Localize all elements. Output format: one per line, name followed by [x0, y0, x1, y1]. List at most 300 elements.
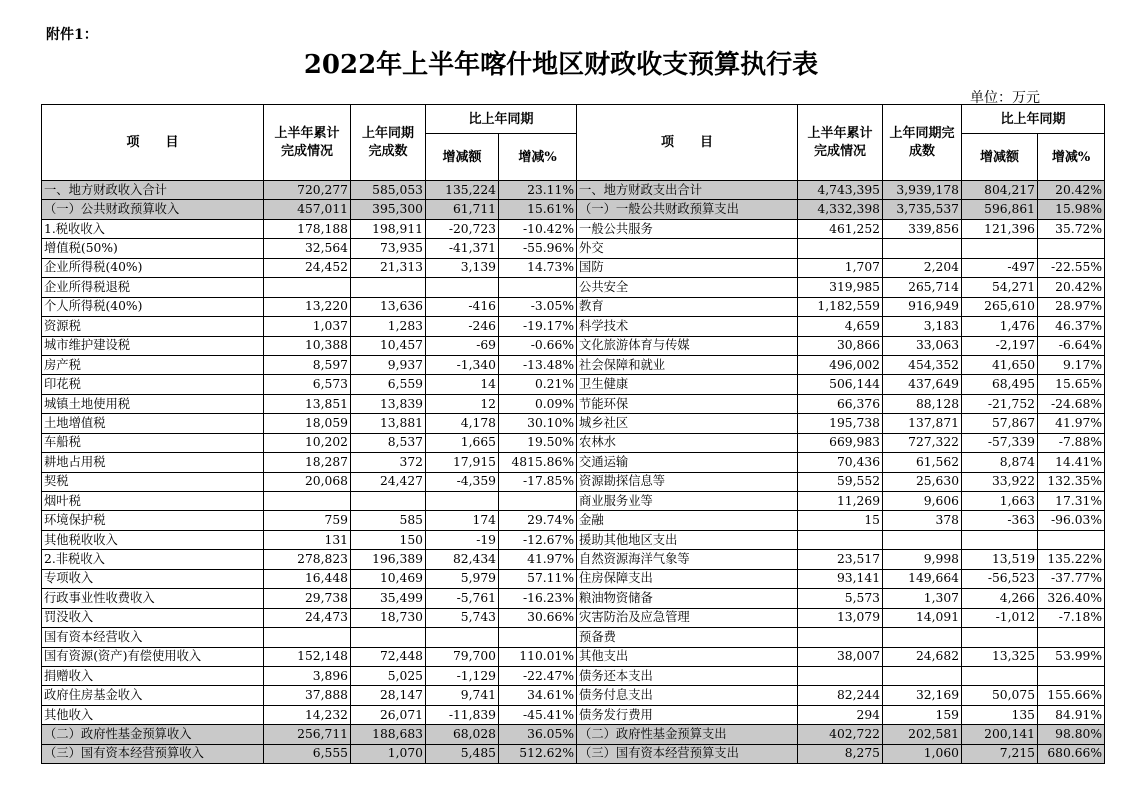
income-ytd-cell: 720,277	[264, 181, 351, 200]
table-row	[42, 258, 1105, 277]
income-ytd-cell: 13,851	[264, 394, 351, 413]
expense-inc-amount-cell: 4,266	[962, 589, 1038, 608]
income-prev-cell: 585,053	[351, 181, 426, 200]
income-inc-amount-cell: -5,761	[426, 589, 499, 608]
header-compare-right: 比上年同期	[962, 105, 1105, 134]
expense-item-cell: 卫生健康	[577, 375, 798, 394]
table-row	[42, 239, 1105, 258]
income-inc-amount-cell: 9,741	[426, 686, 499, 705]
income-ytd-cell: 178,188	[264, 219, 351, 238]
expense-prev-cell: 33,063	[883, 336, 962, 355]
income-prev-cell: 196,389	[351, 550, 426, 569]
table-row	[42, 181, 1105, 200]
income-ytd-cell: 8,597	[264, 355, 351, 374]
income-inc-amount-cell: -416	[426, 297, 499, 316]
table-row	[42, 375, 1105, 394]
income-item-cell: （一）公共财政预算收入	[42, 200, 264, 219]
income-inc-amount-cell: 82,434	[426, 550, 499, 569]
expense-inc-pct-cell: 20.42%	[1038, 278, 1105, 297]
expense-prev-cell: 149,664	[883, 569, 962, 588]
expense-ytd-cell: 294	[798, 705, 883, 724]
expense-ytd-cell: 70,436	[798, 453, 883, 472]
income-item-cell: 耕地占用税	[42, 453, 264, 472]
expense-inc-pct-cell: 135.22%	[1038, 550, 1105, 569]
table-row	[42, 647, 1105, 666]
expense-item-cell: 国防	[577, 258, 798, 277]
expense-prev-cell: 437,649	[883, 375, 962, 394]
expense-item-cell: 粮油物资储备	[577, 589, 798, 608]
expense-ytd-cell	[798, 530, 883, 549]
expense-item-cell: 文化旅游体育与传媒	[577, 336, 798, 355]
income-ytd-cell: 29,738	[264, 589, 351, 608]
expense-inc-amount-cell: -2,197	[962, 336, 1038, 355]
table-row	[42, 492, 1105, 511]
income-inc-pct-cell: -13.48%	[499, 355, 577, 374]
expense-prev-cell: 378	[883, 511, 962, 530]
expense-ytd-cell: 461,252	[798, 219, 883, 238]
expense-prev-cell	[883, 628, 962, 647]
income-item-cell: 环境保护税	[42, 511, 264, 530]
expense-inc-amount-cell: -57,339	[962, 433, 1038, 452]
table-row	[42, 744, 1105, 763]
table-row	[42, 278, 1105, 297]
table-row	[42, 686, 1105, 705]
expense-ytd-cell: 38,007	[798, 647, 883, 666]
income-prev-cell: 18,730	[351, 608, 426, 627]
income-ytd-cell: 37,888	[264, 686, 351, 705]
expense-inc-amount-cell: 57,867	[962, 414, 1038, 433]
expense-prev-cell: 14,091	[883, 608, 962, 627]
header-item: 项 目	[42, 105, 264, 181]
expense-item-cell: （一）一般公共财政预算支出	[577, 200, 798, 219]
expense-ytd-cell	[798, 239, 883, 258]
expense-inc-amount-cell: 200,141	[962, 725, 1038, 744]
header-prev	[351, 105, 426, 181]
expense-prev-cell: 9,998	[883, 550, 962, 569]
expense-inc-amount-cell: -497	[962, 258, 1038, 277]
expense-item-cell: 援助其他地区支出	[577, 530, 798, 549]
income-ytd-cell: 18,059	[264, 414, 351, 433]
expense-inc-amount-cell	[962, 628, 1038, 647]
income-inc-pct-cell: 15.61%	[499, 200, 577, 219]
income-prev-cell: 13,636	[351, 297, 426, 316]
income-ytd-cell: 14,232	[264, 705, 351, 724]
expense-prev-cell: 61,562	[883, 453, 962, 472]
income-item-cell: 政府住房基金收入	[42, 686, 264, 705]
income-inc-pct-cell: 14.73%	[499, 258, 577, 277]
expense-item-cell: 自然资源海洋气象等	[577, 550, 798, 569]
expense-item-cell: 科学技术	[577, 317, 798, 336]
expense-prev-cell: 159	[883, 705, 962, 724]
expense-inc-amount-cell: 804,217	[962, 181, 1038, 200]
income-inc-amount-cell: -1,129	[426, 666, 499, 685]
income-ytd-cell: 131	[264, 530, 351, 549]
expense-inc-amount-cell: 33,922	[962, 472, 1038, 491]
budget-execution-table	[41, 104, 1105, 764]
expense-inc-pct-cell: 46.37%	[1038, 317, 1105, 336]
table-row	[42, 705, 1105, 724]
income-inc-pct-cell: 29.74%	[499, 511, 577, 530]
income-inc-amount-cell: 135,224	[426, 181, 499, 200]
income-inc-pct-cell: 0.09%	[499, 394, 577, 413]
expense-prev-cell: 2,204	[883, 258, 962, 277]
expense-ytd-cell: 195,738	[798, 414, 883, 433]
expense-item-cell: 预备费	[577, 628, 798, 647]
income-inc-amount-cell: -41,371	[426, 239, 499, 258]
income-prev-cell: 372	[351, 453, 426, 472]
income-inc-amount-cell: -11,839	[426, 705, 499, 724]
income-item-cell: 企业所得税退税	[42, 278, 264, 297]
header-ytd-line1: 上半年累计	[274, 125, 340, 141]
expense-prev-cell: 1,307	[883, 589, 962, 608]
income-inc-pct-cell: 19.50%	[499, 433, 577, 452]
expense-item-cell: 社会保障和就业	[577, 355, 798, 374]
income-item-cell: 罚没收入	[42, 608, 264, 627]
expense-inc-amount-cell: 8,874	[962, 453, 1038, 472]
expense-inc-amount-cell: 135	[962, 705, 1038, 724]
income-inc-amount-cell: 17,915	[426, 453, 499, 472]
expense-prev-cell: 202,581	[883, 725, 962, 744]
expense-ytd-cell: 1,182,559	[798, 297, 883, 316]
income-inc-amount-cell: -246	[426, 317, 499, 336]
expense-item-cell: 教育	[577, 297, 798, 316]
income-ytd-cell: 278,823	[264, 550, 351, 569]
income-inc-amount-cell: 4,178	[426, 414, 499, 433]
income-prev-cell: 150	[351, 530, 426, 549]
expense-inc-amount-cell: 1,476	[962, 317, 1038, 336]
expense-inc-pct-cell: 98.80%	[1038, 725, 1105, 744]
table-row	[42, 589, 1105, 608]
income-item-cell: 房产税	[42, 355, 264, 374]
income-inc-pct-cell: 57.11%	[499, 569, 577, 588]
income-item-cell: 契税	[42, 472, 264, 491]
expense-prev-cell: 9,606	[883, 492, 962, 511]
income-inc-pct-cell: -55.96%	[499, 239, 577, 258]
income-prev-cell: 1,070	[351, 744, 426, 763]
income-item-cell: 2.非税收入	[42, 550, 264, 569]
expense-inc-pct-cell: 28.97%	[1038, 297, 1105, 316]
expense-item-cell: 农林水	[577, 433, 798, 452]
expense-inc-pct-cell: -96.03%	[1038, 511, 1105, 530]
income-inc-amount-cell	[426, 278, 499, 297]
expense-inc-pct-cell	[1038, 239, 1105, 258]
income-prev-cell: 395,300	[351, 200, 426, 219]
income-prev-cell: 1,283	[351, 317, 426, 336]
income-inc-amount-cell: -1,340	[426, 355, 499, 374]
expense-ytd-cell: 669,983	[798, 433, 883, 452]
income-prev-cell: 8,537	[351, 433, 426, 452]
income-prev-cell: 73,935	[351, 239, 426, 258]
income-inc-pct-cell: -19.17%	[499, 317, 577, 336]
expense-ytd-cell: 8,275	[798, 744, 883, 763]
income-prev-cell	[351, 492, 426, 511]
table-row	[42, 472, 1105, 491]
income-inc-pct-cell: -17.85%	[499, 472, 577, 491]
income-inc-amount-cell: 12	[426, 394, 499, 413]
expense-inc-amount-cell: 13,519	[962, 550, 1038, 569]
income-inc-pct-cell: 41.97%	[499, 550, 577, 569]
expense-inc-pct-cell: 84.91%	[1038, 705, 1105, 724]
expense-inc-pct-cell: 15.65%	[1038, 375, 1105, 394]
expense-inc-pct-cell: 680.66%	[1038, 744, 1105, 763]
income-ytd-cell: 1,037	[264, 317, 351, 336]
income-ytd-cell: 24,473	[264, 608, 351, 627]
header-ytd-line2: 完成情况	[280, 143, 333, 159]
expense-ytd-cell: 5,573	[798, 589, 883, 608]
expense-inc-pct-cell: -22.55%	[1038, 258, 1105, 277]
income-inc-pct-cell: 4815.86%	[499, 453, 577, 472]
income-ytd-cell: 759	[264, 511, 351, 530]
header-inc-amount-right: 增减额	[962, 134, 1038, 181]
expense-inc-amount-cell: -1,012	[962, 608, 1038, 627]
expense-prev-cell: 88,128	[883, 394, 962, 413]
income-item-cell: 车船税	[42, 433, 264, 452]
income-inc-amount-cell: 5,979	[426, 569, 499, 588]
expense-inc-amount-cell: 41,650	[962, 355, 1038, 374]
expense-item-cell: 债务还本支出	[577, 666, 798, 685]
expense-prev-cell: 454,352	[883, 355, 962, 374]
table-row	[42, 569, 1105, 588]
income-ytd-cell	[264, 278, 351, 297]
header-ytd	[264, 105, 351, 181]
expense-inc-pct-cell: -37.77%	[1038, 569, 1105, 588]
table-row	[42, 628, 1105, 647]
unit-label: 单位：万元	[970, 90, 1040, 106]
income-item-cell: 增值税(50%)	[42, 239, 264, 258]
header-ytd-right	[798, 105, 883, 181]
expense-inc-amount-cell: 13,325	[962, 647, 1038, 666]
expense-inc-amount-cell: 121,396	[962, 219, 1038, 238]
table-row	[42, 433, 1105, 452]
income-prev-cell: 10,457	[351, 336, 426, 355]
table-row	[42, 725, 1105, 744]
expense-item-cell: 资源勘探信息等	[577, 472, 798, 491]
income-item-cell: （三）国有资本经营预算收入	[42, 744, 264, 763]
expense-prev-cell: 339,856	[883, 219, 962, 238]
income-ytd-cell: 20,068	[264, 472, 351, 491]
income-ytd-cell	[264, 628, 351, 647]
table-body	[42, 181, 1105, 764]
expense-inc-pct-cell: 9.17%	[1038, 355, 1105, 374]
table-row	[42, 608, 1105, 627]
expense-ytd-cell: 82,244	[798, 686, 883, 705]
expense-item-cell: 商业服务业等	[577, 492, 798, 511]
table-row	[42, 414, 1105, 433]
income-prev-cell: 9,937	[351, 355, 426, 374]
income-inc-amount-cell: -69	[426, 336, 499, 355]
income-ytd-cell: 3,896	[264, 666, 351, 685]
income-inc-amount-cell: 5,743	[426, 608, 499, 627]
expense-item-cell: 债务发行费用	[577, 705, 798, 724]
income-prev-cell: 35,499	[351, 589, 426, 608]
income-inc-amount-cell: 5,485	[426, 744, 499, 763]
expense-inc-amount-cell: 54,271	[962, 278, 1038, 297]
expense-inc-amount-cell	[962, 666, 1038, 685]
header-compare: 比上年同期	[426, 105, 577, 134]
expense-inc-amount-cell: -21,752	[962, 394, 1038, 413]
income-item-cell: 一、地方财政收入合计	[42, 181, 264, 200]
income-item-cell: 城市维护建设税	[42, 336, 264, 355]
income-inc-pct-cell	[499, 492, 577, 511]
expense-inc-pct-cell: 155.66%	[1038, 686, 1105, 705]
income-inc-pct-cell: 0.21%	[499, 375, 577, 394]
expense-item-cell: 交通运输	[577, 453, 798, 472]
income-item-cell: 1.税收收入	[42, 219, 264, 238]
income-ytd-cell: 6,573	[264, 375, 351, 394]
income-ytd-cell: 152,148	[264, 647, 351, 666]
expense-ytd-cell: 66,376	[798, 394, 883, 413]
income-ytd-cell	[264, 492, 351, 511]
expense-item-cell: （二）政府性基金预算支出	[577, 725, 798, 744]
expense-ytd-cell: 15	[798, 511, 883, 530]
header-ytd-right-line1: 上半年累计	[807, 125, 873, 141]
income-item-cell: 行政事业性收费收入	[42, 589, 264, 608]
income-prev-cell: 24,427	[351, 472, 426, 491]
table-row	[42, 200, 1105, 219]
expense-ytd-cell: 59,552	[798, 472, 883, 491]
income-item-cell: 专项收入	[42, 569, 264, 588]
table-row	[42, 219, 1105, 238]
expense-inc-amount-cell: 1,663	[962, 492, 1038, 511]
income-prev-cell: 6,559	[351, 375, 426, 394]
income-item-cell: 国有资本经营收入	[42, 628, 264, 647]
expense-inc-pct-cell	[1038, 628, 1105, 647]
expense-inc-amount-cell: -56,523	[962, 569, 1038, 588]
income-inc-amount-cell: -20,723	[426, 219, 499, 238]
income-prev-cell: 10,469	[351, 569, 426, 588]
income-inc-amount-cell: -4,359	[426, 472, 499, 491]
expense-prev-cell: 3,183	[883, 317, 962, 336]
income-item-cell: 其他税收收入	[42, 530, 264, 549]
income-item-cell: 资源税	[42, 317, 264, 336]
expense-item-cell: 金融	[577, 511, 798, 530]
income-inc-pct-cell: -10.42%	[499, 219, 577, 238]
expense-ytd-cell: 4,659	[798, 317, 883, 336]
header-prev-line2: 完成数	[368, 143, 408, 159]
expense-inc-pct-cell: 41.97%	[1038, 414, 1105, 433]
income-item-cell: 印花税	[42, 375, 264, 394]
expense-prev-cell: 3,735,537	[883, 200, 962, 219]
income-inc-amount-cell: -19	[426, 530, 499, 549]
expense-inc-pct-cell: -7.88%	[1038, 433, 1105, 452]
income-item-cell: 城镇土地使用税	[42, 394, 264, 413]
income-prev-cell: 198,911	[351, 219, 426, 238]
income-ytd-cell: 13,220	[264, 297, 351, 316]
expense-inc-amount-cell: 265,610	[962, 297, 1038, 316]
header-ytd-right-line2: 完成情况	[814, 143, 867, 159]
income-inc-amount-cell: 68,028	[426, 725, 499, 744]
header-prev-line1: 上年同期	[361, 125, 414, 141]
expense-prev-cell: 265,714	[883, 278, 962, 297]
expense-item-cell: 城乡社区	[577, 414, 798, 433]
income-prev-cell: 188,683	[351, 725, 426, 744]
income-ytd-cell: 457,011	[264, 200, 351, 219]
expense-ytd-cell: 13,079	[798, 608, 883, 627]
expense-ytd-cell: 30,866	[798, 336, 883, 355]
income-inc-pct-cell: -3.05%	[499, 297, 577, 316]
income-item-cell: 个人所得税(40%)	[42, 297, 264, 316]
expense-ytd-cell: 4,743,395	[798, 181, 883, 200]
expense-item-cell: 一般公共服务	[577, 219, 798, 238]
expense-inc-pct-cell: 15.98%	[1038, 200, 1105, 219]
income-prev-cell: 13,839	[351, 394, 426, 413]
expense-prev-cell: 1,060	[883, 744, 962, 763]
income-inc-amount-cell	[426, 492, 499, 511]
expense-ytd-cell: 319,985	[798, 278, 883, 297]
income-inc-pct-cell: 512.62%	[499, 744, 577, 763]
table-row	[42, 355, 1105, 374]
income-prev-cell: 585	[351, 511, 426, 530]
expense-prev-cell: 727,322	[883, 433, 962, 452]
expense-prev-cell: 137,871	[883, 414, 962, 433]
header-prev-right-line2: 成数	[909, 143, 936, 159]
expense-item-cell: 节能环保	[577, 394, 798, 413]
expense-inc-pct-cell: -24.68%	[1038, 394, 1105, 413]
income-inc-pct-cell: -22.47%	[499, 666, 577, 685]
table-row	[42, 336, 1105, 355]
expense-inc-pct-cell: 14.41%	[1038, 453, 1105, 472]
expense-inc-pct-cell: 17.31%	[1038, 492, 1105, 511]
income-inc-amount-cell	[426, 628, 499, 647]
expense-item-cell: 外交	[577, 239, 798, 258]
expense-inc-amount-cell: 7,215	[962, 744, 1038, 763]
expense-prev-cell: 916,949	[883, 297, 962, 316]
table-row	[42, 530, 1105, 549]
income-item-cell: 其他收入	[42, 705, 264, 724]
expense-inc-amount-cell: -363	[962, 511, 1038, 530]
expense-inc-pct-cell: 20.42%	[1038, 181, 1105, 200]
expense-prev-cell	[883, 239, 962, 258]
table-row	[42, 317, 1105, 336]
expense-ytd-cell: 11,269	[798, 492, 883, 511]
income-inc-pct-cell: 23.11%	[499, 181, 577, 200]
table-row	[42, 550, 1105, 569]
expense-prev-cell: 32,169	[883, 686, 962, 705]
expense-inc-pct-cell: 53.99%	[1038, 647, 1105, 666]
header-inc-pct-right: 增减%	[1038, 134, 1105, 181]
income-inc-amount-cell: 79,700	[426, 647, 499, 666]
income-inc-pct-cell: 110.01%	[499, 647, 577, 666]
table-row	[42, 511, 1105, 530]
income-inc-pct-cell: 30.66%	[499, 608, 577, 627]
income-inc-pct-cell: 36.05%	[499, 725, 577, 744]
income-ytd-cell: 24,452	[264, 258, 351, 277]
expense-prev-cell: 24,682	[883, 647, 962, 666]
table-row	[42, 453, 1105, 472]
income-item-cell: 企业所得税(40%)	[42, 258, 264, 277]
income-ytd-cell: 256,711	[264, 725, 351, 744]
expense-inc-amount-cell: 596,861	[962, 200, 1038, 219]
expense-item-cell: 债务付息支出	[577, 686, 798, 705]
income-prev-cell: 5,025	[351, 666, 426, 685]
income-ytd-cell: 16,448	[264, 569, 351, 588]
income-prev-cell	[351, 278, 426, 297]
expense-prev-cell: 25,630	[883, 472, 962, 491]
income-ytd-cell: 32,564	[264, 239, 351, 258]
income-prev-cell: 13,881	[351, 414, 426, 433]
income-inc-amount-cell: 174	[426, 511, 499, 530]
expense-prev-cell	[883, 530, 962, 549]
table-row	[42, 394, 1105, 413]
header-item-right: 项 目	[577, 105, 798, 181]
header-inc-amount: 增减额	[426, 134, 499, 181]
expense-ytd-cell: 23,517	[798, 550, 883, 569]
income-inc-pct-cell: -0.66%	[499, 336, 577, 355]
income-prev-cell: 72,448	[351, 647, 426, 666]
expense-ytd-cell: 1,707	[798, 258, 883, 277]
header-prev-right	[883, 105, 962, 181]
income-inc-amount-cell: 61,711	[426, 200, 499, 219]
